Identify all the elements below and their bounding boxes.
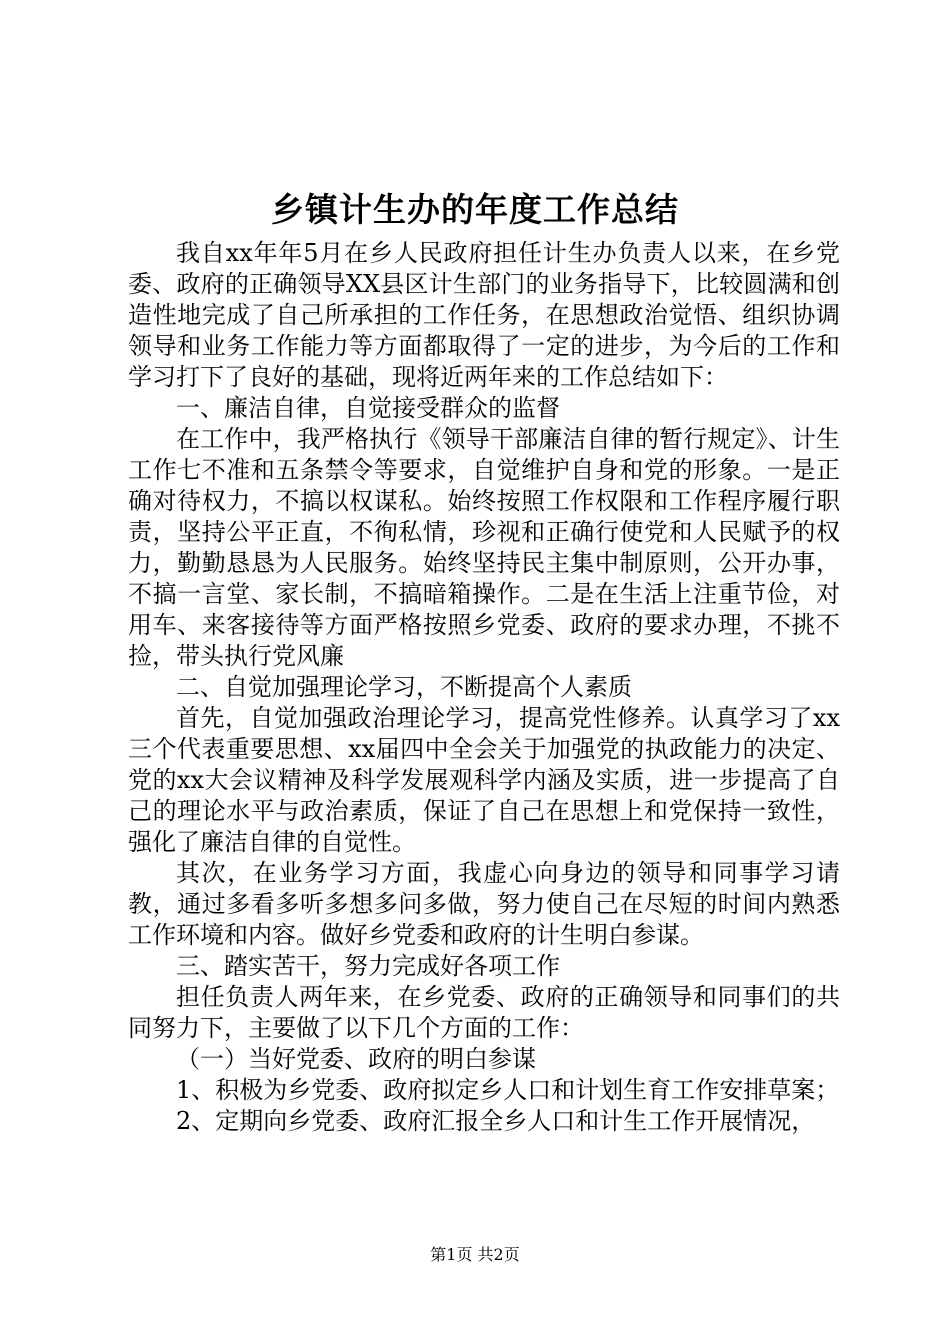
section-heading-3: 三、踏实苦干，努力完成好各项工作: [176, 952, 560, 980]
paragraph: 首先，自觉加强政治理论学习，提高党性修养。认真学习了xx三个代表重要思想、xx届四中全会关于加强党的执政能力的决定、党的xx大会议精神及科学发展观科学内涵及实质，进一步提高了自己的理论水平与政治素质，保证了自己在思想上和党保持一致性，强化了廉洁自律的自觉性。: [128, 704, 840, 856]
paragraph: 在工作中，我严格执行《领导干部廉洁自律的暂行规定》、计生工作七不准和五条禁令等要求，自觉维护自身和党的形象。一是正确对待权力，不搞以权谋私。始终按照工作权限和工作程序履行职责，坚持公平正直，不徇私情，珍视和正确行使党和人民赋予的权力，勤勤恳恳为人民服务。始终坚持民主集中制原则，公开办事，不搞一言堂、家长制，不搞暗箱操作。二是在生活上注重节俭，对用车、来客接待等方面严格按照乡党委、政府的要求办理，不挑不捡，带头执行党风廉: [128, 425, 840, 670]
section-heading-1: 一、廉洁自律，自觉接受群众的监督: [176, 394, 560, 422]
list-item: 2、定期向乡党委、政府汇报全乡人口和计生工作开展情况，: [176, 1107, 816, 1135]
document-body: [128, 238, 840, 1137]
section-heading-2: 二、自觉加强理论学习，不断提高个人素质: [176, 673, 632, 701]
list-item: 1、积极为乡党委、政府拟定乡人口和计划生育工作安排草案；: [176, 1076, 840, 1104]
paragraph: 其次，在业务学习方面，我虚心向身边的领导和同事学习请教，通过多看多听多想多问多做，努力使自己在尽短的时间内熟悉工作环境和内容。做好乡党委和政府的计生明白参谋。: [128, 859, 840, 949]
document-title: 乡镇计生办的年度工作总结: [271, 190, 679, 229]
paragraph-intro: 我自xx年年5月在乡人民政府担任计生办负责人以来，在乡党委、政府的正确领导XX县区计生部门的业务指导下，比较圆满和创造性地完成了自己所承担的工作任务，在思想政治觉悟、组织协调领导和业务工作能力等方面都取得了一定的进步，为今后的工作和学习打下了良好的基础，现将近两年来的工作总结如下：: [128, 239, 840, 391]
page-footer: 第1页 共2页: [430, 1245, 520, 1264]
paragraph: 担任负责人两年来，在乡党委、政府的正确领导和同事们的共同努力下，主要做了以下几个方面的工作：: [128, 983, 840, 1042]
subsection-heading: （一）当好党委、政府的明白参谋: [176, 1045, 536, 1073]
